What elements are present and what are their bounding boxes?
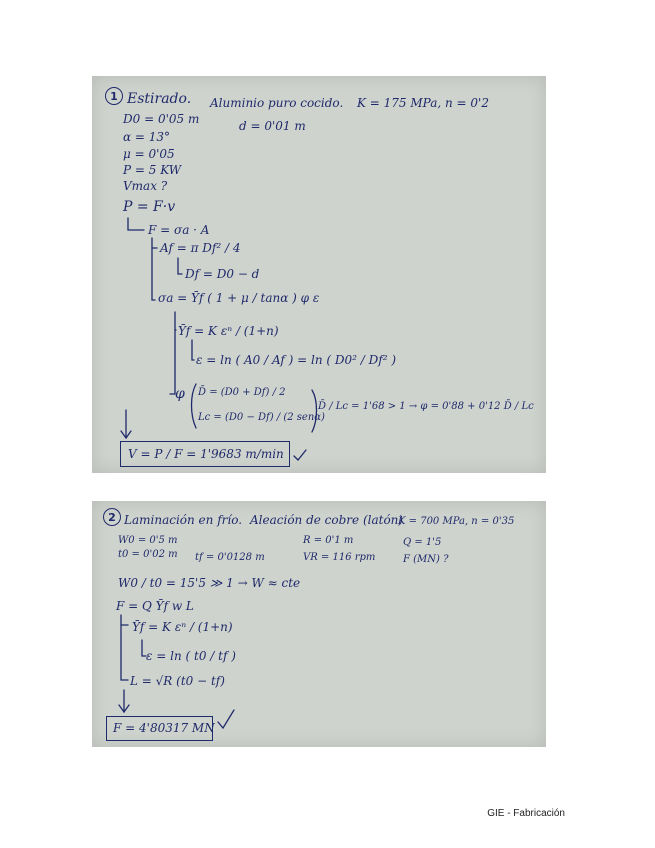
checkmark-1-icon xyxy=(294,450,306,460)
eq-width-ratio: W0 / t0 = 15'5 ≫ 1 → W ≈ cte xyxy=(118,576,301,590)
eq-mean-diameter: D̄ = (D0 + Df) / 2 xyxy=(198,387,286,398)
arrow-p-to-f xyxy=(128,218,144,230)
given-mu: μ = 0'05 xyxy=(123,147,175,161)
eq-stress: σa = Ȳf ( 1 + μ / tanα ) φ ε xyxy=(158,291,320,305)
eq-force: F = σa · A xyxy=(148,223,210,237)
eq-area-final: Af = π Df² / 4 xyxy=(160,241,241,255)
eq-roll-force: F = Q Ȳf w L xyxy=(116,599,194,613)
unknown-force: F (MN) ? xyxy=(403,554,449,565)
problem-1-heading: Estirado. xyxy=(127,91,192,107)
problem-1-number: 1 xyxy=(105,87,123,105)
problem-2-properties: K = 700 MPa, n = 0'35 xyxy=(398,516,515,527)
curly-close xyxy=(312,390,317,432)
given-q: Q = 1'5 xyxy=(403,537,442,548)
given-d0: D0 = 0'05 m xyxy=(123,112,200,126)
eq-flow-stress: Ȳf = K εⁿ / (1+n) xyxy=(178,324,279,338)
eq-contact-length: Lc = (D0 − Df) / (2 senα) xyxy=(198,412,325,423)
eq-phi-value: D̄ / Lc = 1'68 > 1 → φ = 0'88 + 0'12 D̄ / Lc xyxy=(318,401,534,412)
eq-power: P = F·v xyxy=(123,199,176,215)
curly-phi xyxy=(192,384,197,428)
problem-2-heading: Laminación en frío. xyxy=(124,513,243,527)
footer-course-label: GIE - Fabricación xyxy=(487,808,565,819)
given-power: P = 5 KW xyxy=(123,163,182,177)
arrow-yf-to-eps xyxy=(192,340,194,360)
unknown-vmax: Vmax ? xyxy=(123,179,168,193)
arrow-yf-to-eps-2 xyxy=(142,640,146,656)
given-t0: t0 = 0'02 m xyxy=(118,549,178,560)
arrow-af-to-df xyxy=(178,258,182,274)
eq-flow-stress-2: Ȳf = K εⁿ / (1+n) xyxy=(132,620,233,634)
result-force: F = 4'80317 MN xyxy=(113,721,215,735)
eq-strain-2: ε = ln ( t0 / tf ) xyxy=(146,649,236,663)
problem-2-number: 2 xyxy=(103,508,121,526)
bracket-stress-branch xyxy=(170,312,175,394)
eq-diameter-final: Df = D0 − d xyxy=(185,267,260,281)
given-d: d = 0'01 m xyxy=(239,119,306,133)
given-alpha: α = 13° xyxy=(123,130,171,144)
eq-phi: φ xyxy=(175,386,185,402)
eq-contact-length-2: L = √R (t0 − tf) xyxy=(130,674,225,688)
eq-strain: ε = ln ( A0 / Af ) = ln ( D0² / Df² ) xyxy=(196,353,397,367)
given-vr: VR = 116 rpm xyxy=(303,552,376,563)
bracket-f-branch xyxy=(152,238,155,300)
given-w0: W0 = 0'5 m xyxy=(118,535,178,546)
given-r: R = 0'1 m xyxy=(303,535,354,546)
result-velocity: V = P / F = 1'9683 m/min xyxy=(128,447,284,461)
given-tf: tf = 0'0128 m xyxy=(195,552,265,563)
problem-1-properties: K = 175 MPa, n = 0'2 xyxy=(357,96,489,110)
problem-2-material: Aleación de cobre (latón) xyxy=(250,513,404,527)
checkmark-2-icon xyxy=(218,710,234,728)
problem-1-material: Aluminio puro cocido. xyxy=(210,96,344,110)
